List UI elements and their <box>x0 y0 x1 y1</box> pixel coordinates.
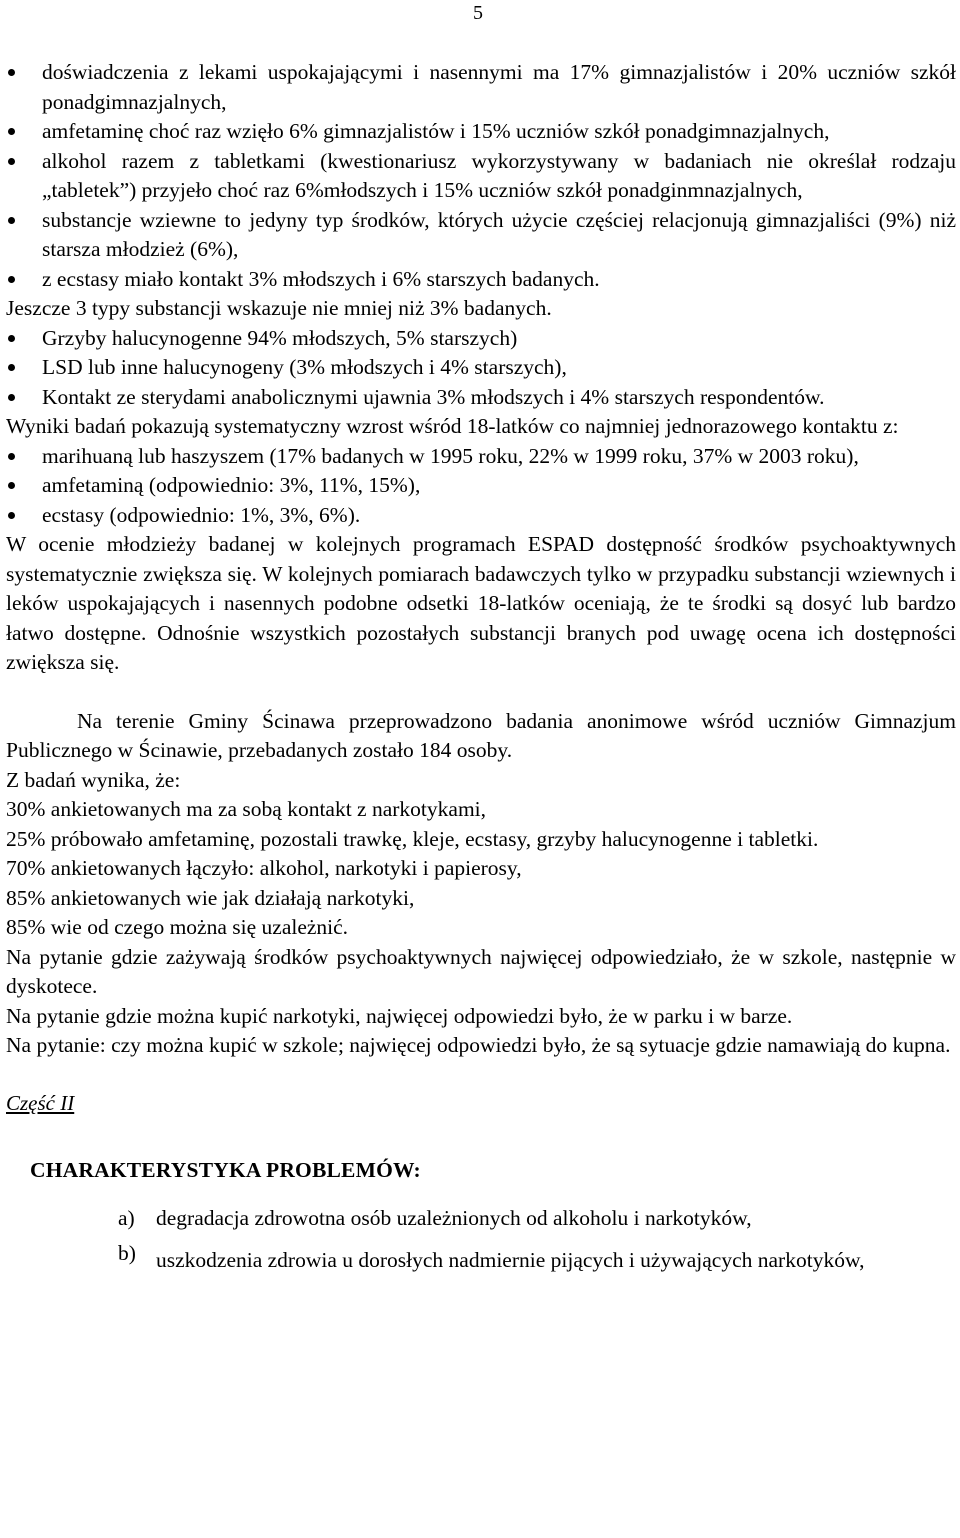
paragraph: Wyniki badań pokazują systematyczny wzrost wśród 18-latków co najmniej jednorazowego kontaktu z: <box>6 414 899 438</box>
bullet-list-1 <box>6 58 956 294</box>
list-item <box>6 1239 956 1282</box>
paragraph-line: 25% próbowało amfetaminę, pozostali trawkę, kleje, ecstasy, grzyby halucynogenne i tabletki. <box>6 826 819 851</box>
paragraph-line: 70% ankietowanych łączyło: alkohol, narkotyki i papierosy, <box>6 856 522 880</box>
list-item: doświadczenia z lekami uspokajającymi i nasennymi ma 17% gimnazjalistów i 20% uczniów szkół ponadgimnazjalnych, <box>6 58 956 117</box>
list-item: alkohol razem z tabletkami (kwestionariusz wykorzystywany w badaniach nie określał rodzaju „tabletek”) przyjeło choć raz 6%młodszych i 15% uczniów szkół ponadginmnazjalnych, <box>6 147 956 206</box>
list-item: LSD lub inne halucynogeny (3% młodszych i 4% starszych), <box>6 353 956 383</box>
list-item: substancje wziewne to jedyny typ środków, których użycie częściej relacjonują gimnazjaliści (9%) niż starsza młodzież (6%), <box>6 206 956 265</box>
problems-list <box>6 1204 956 1283</box>
paragraph-line: Na pytanie gdzie można kupić narkotyki, najwięcej odpowiedzi było, że w parku i w barze. <box>6 1003 793 1028</box>
item-label: b) <box>118 1241 136 1265</box>
paragraph: Na terenie Gminy Ścinawa przeprowadzono badania anonimowe wśród uczniów Gimnazjum Publicznego w Ścinawie, przebadanych zostało 184 osoby. <box>6 708 956 762</box>
item-text: degradacja zdrowotna osób uzależnionych od alkoholu i narkotyków, <box>156 1205 752 1230</box>
list-item: Kontakt ze sterydami anabolicznymi ujawnia 3% młodszych i 4% starszych respondentów. <box>6 383 956 413</box>
list-item: amfetaminę choć raz wzięło 6% gimnazjalistów i 15% uczniów szkół ponadgimnazjalnych, <box>6 117 956 147</box>
page-number: 5 <box>473 2 483 24</box>
list-item <box>6 1204 956 1234</box>
item-label: a) <box>118 1205 135 1230</box>
paragraph-line: 85% wie od czego można się uzależnić. <box>6 915 349 939</box>
bullet-list-2 <box>6 324 956 413</box>
list-item: ecstasy (odpowiednio: 1%, 3%, 6%). <box>6 501 956 531</box>
paragraph: W ocenie młodzieży badanej w kolejnych programach ESPAD dostępność środków psychoaktywnych systematycznie zwiększa się. W kolejnych pomiarach badawczych tylko w przypadku substancji wziewnych i leków uspokajających i nasennych podobne odsetki 18-latków oceniają, że te środki są dosyć lub bardzo łatwo dostępne. Odnośnie wszystkich pozostałych substancji branych pod uwagę ocena ich dostępności zwiększa się. <box>6 532 956 674</box>
list-item: Grzyby halucynogenne 94% młodszych, 5% starszych) <box>6 324 956 354</box>
list-item: marihuaną lub haszyszem (17% badanych w 1995 roku, 22% w 1999 roku, 37% w 2003 roku), <box>6 442 956 472</box>
section-heading: CHARAKTERYSTYKA PROBLEMÓW: <box>30 1158 421 1182</box>
item-text: uszkodzenia zdrowia u dorosłych nadmiernie pijących i używających narkotyków, <box>156 1248 865 1272</box>
part-title: Część II <box>6 1090 75 1115</box>
list-item: z ecstasy miało kontakt 3% młodszych i 6% starszych badanych. <box>6 265 956 295</box>
bullet-list-3 <box>6 442 956 531</box>
paragraph-line: Na pytanie gdzie zażywają środków psychoaktywnych najwięcej odpowiedziało, że w szkole, następnie w dyskotece. <box>6 944 956 998</box>
paragraph-line: 85% ankietowanych wie jak działają narkotyki, <box>6 885 415 910</box>
document-body <box>6 58 956 1296</box>
paragraph-line: 30% ankietowanych ma za sobą kontakt z narkotykami, <box>6 797 487 821</box>
paragraph-line: Z badań wynika, że: <box>6 767 181 792</box>
list-item: amfetaminą (odpowiednio: 3%, 11%, 15%), <box>6 471 956 501</box>
paragraph-line: Na pytanie: czy można kupić w szkole; najwięcej odpowiedzi było, że są sytuacje gdzie namawiają do kupna. <box>6 1033 951 1057</box>
paragraph: Jeszcze 3 typy substancji wskazuje nie mniej niż 3% badanych. <box>6 296 552 320</box>
